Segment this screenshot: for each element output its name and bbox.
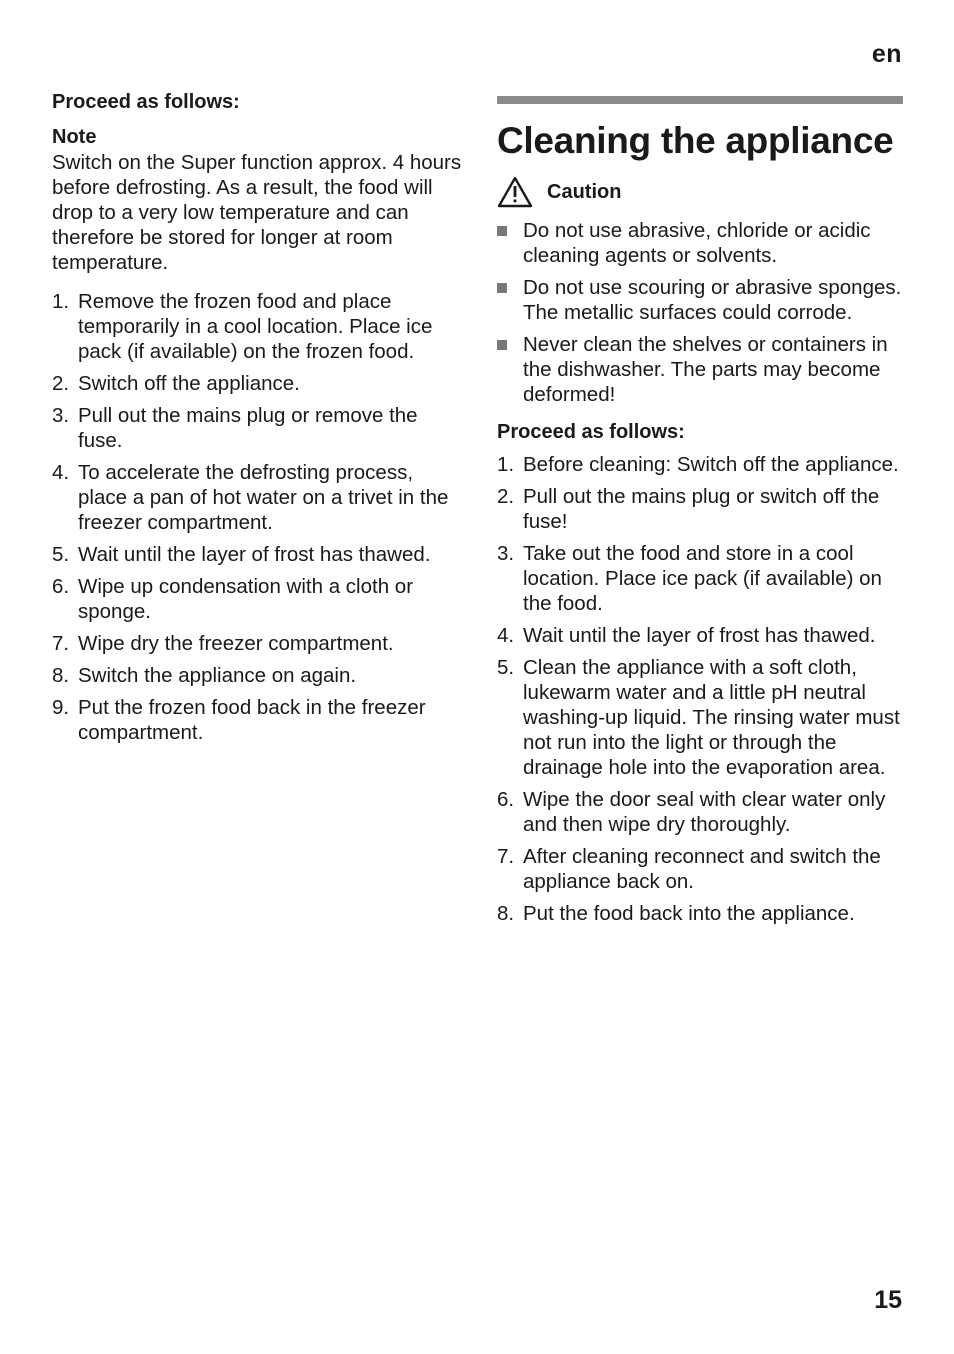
step-text: Wait until the layer of frost has thawed. (523, 624, 876, 647)
step-number: 2. (497, 485, 515, 508)
step-text: To accelerate the defrosting process, place a pan of hot water on a trivet in the freezer compartment. (78, 461, 449, 534)
step-number: 1. (497, 453, 515, 476)
list-item (497, 541, 907, 616)
cleaning-steps-list (497, 452, 907, 926)
bullet-text: Do not use scouring or abrasive sponges. The metallic surfaces could corrode. (523, 276, 902, 324)
step-number: 8. (497, 902, 515, 925)
list-item (52, 663, 462, 688)
bullet-square-icon (497, 283, 507, 293)
list-item (497, 655, 907, 780)
step-text: Pull out the mains plug or switch off the fuse! (523, 485, 880, 533)
right-column (497, 96, 907, 933)
step-number: 5. (52, 543, 70, 566)
step-number: 3. (52, 404, 70, 427)
step-text: Switch the appliance on again. (78, 664, 357, 687)
list-item (52, 631, 462, 656)
step-number: 8. (52, 664, 70, 687)
step-text: Put the frozen food back in the freezer compartment. (78, 696, 426, 744)
step-number: 1. (52, 290, 70, 313)
page-number: 15 (874, 1286, 902, 1314)
list-item (497, 332, 907, 407)
list-item (497, 844, 907, 894)
step-text: Wipe the door seal with clear water only and then wipe dry thoroughly. (523, 788, 886, 836)
list-item (497, 218, 907, 268)
step-text: Remove the frozen food and place temporarily in a cool location. Place ice pack (if available) on the frozen food. (78, 290, 433, 363)
step-text: Put the food back into the appliance. (523, 902, 855, 925)
step-text: Clean the appliance with a soft cloth, lukewarm water and a little pH neutral washing-up liquid. The rinsing water must not run into the light or through the drainage hole into the evaporation area. (523, 656, 900, 779)
list-item (497, 275, 907, 325)
list-item (52, 371, 462, 396)
list-item (52, 695, 462, 745)
step-text: Pull out the mains plug or remove the fuse. (78, 404, 418, 452)
step-text: Switch off the appliance. (78, 372, 300, 395)
list-item (497, 623, 907, 648)
caution-bullets (497, 218, 907, 407)
step-text: Wait until the layer of frost has thawed. (78, 543, 431, 566)
note-text: Switch on the Super function approx. 4 hours before defrosting. As a result, the food will drop to a very low temperature and can therefore be stored for longer at room temperature. (52, 151, 462, 274)
caution-label: Caution (547, 180, 622, 203)
list-item (52, 542, 462, 567)
step-number: 6. (497, 788, 515, 811)
defrost-steps-list (52, 289, 462, 745)
bullet-square-icon (497, 226, 507, 236)
step-number: 4. (497, 624, 515, 647)
step-text: Wipe up condensation with a cloth or sponge. (78, 575, 414, 623)
step-text: Take out the food and store in a cool location. Place ice pack (if available) on the food. (523, 542, 882, 615)
step-text: Before cleaning: Switch off the appliance. (523, 453, 899, 476)
step-number: 2. (52, 372, 70, 395)
step-number: 4. (52, 461, 70, 484)
bullet-text: Do not use abrasive, chloride or acidic cleaning agents or solvents. (523, 219, 871, 267)
step-number: 9. (52, 696, 70, 719)
bullet-text: Never clean the shelves or containers in the dishwasher. The parts may become deformed! (523, 333, 888, 406)
step-text: After cleaning reconnect and switch the appliance back on. (523, 845, 881, 893)
section-title: Cleaning the appliance (497, 120, 894, 161)
language-code: en (871, 40, 902, 68)
warning-triangle-icon (497, 176, 533, 208)
list-item (52, 289, 462, 364)
list-item (52, 574, 462, 624)
step-number: 6. (52, 575, 70, 598)
step-number: 7. (52, 632, 70, 655)
proceed-heading-left: Proceed as follows: (52, 91, 240, 113)
list-item (497, 484, 907, 534)
note-label: Note (52, 126, 97, 148)
step-number: 3. (497, 542, 515, 565)
proceed-heading-right: Proceed as follows: (497, 421, 685, 443)
list-item (52, 460, 462, 535)
list-item (52, 403, 462, 453)
list-item (497, 452, 907, 477)
step-text: Wipe dry the freezer compartment. (78, 632, 394, 655)
step-number: 5. (497, 656, 515, 679)
list-item (497, 901, 907, 926)
step-number: 7. (497, 845, 515, 868)
caution-header (497, 176, 907, 208)
section-rule (497, 96, 903, 104)
list-item (497, 787, 907, 837)
bullet-square-icon (497, 340, 507, 350)
left-column (52, 90, 462, 752)
